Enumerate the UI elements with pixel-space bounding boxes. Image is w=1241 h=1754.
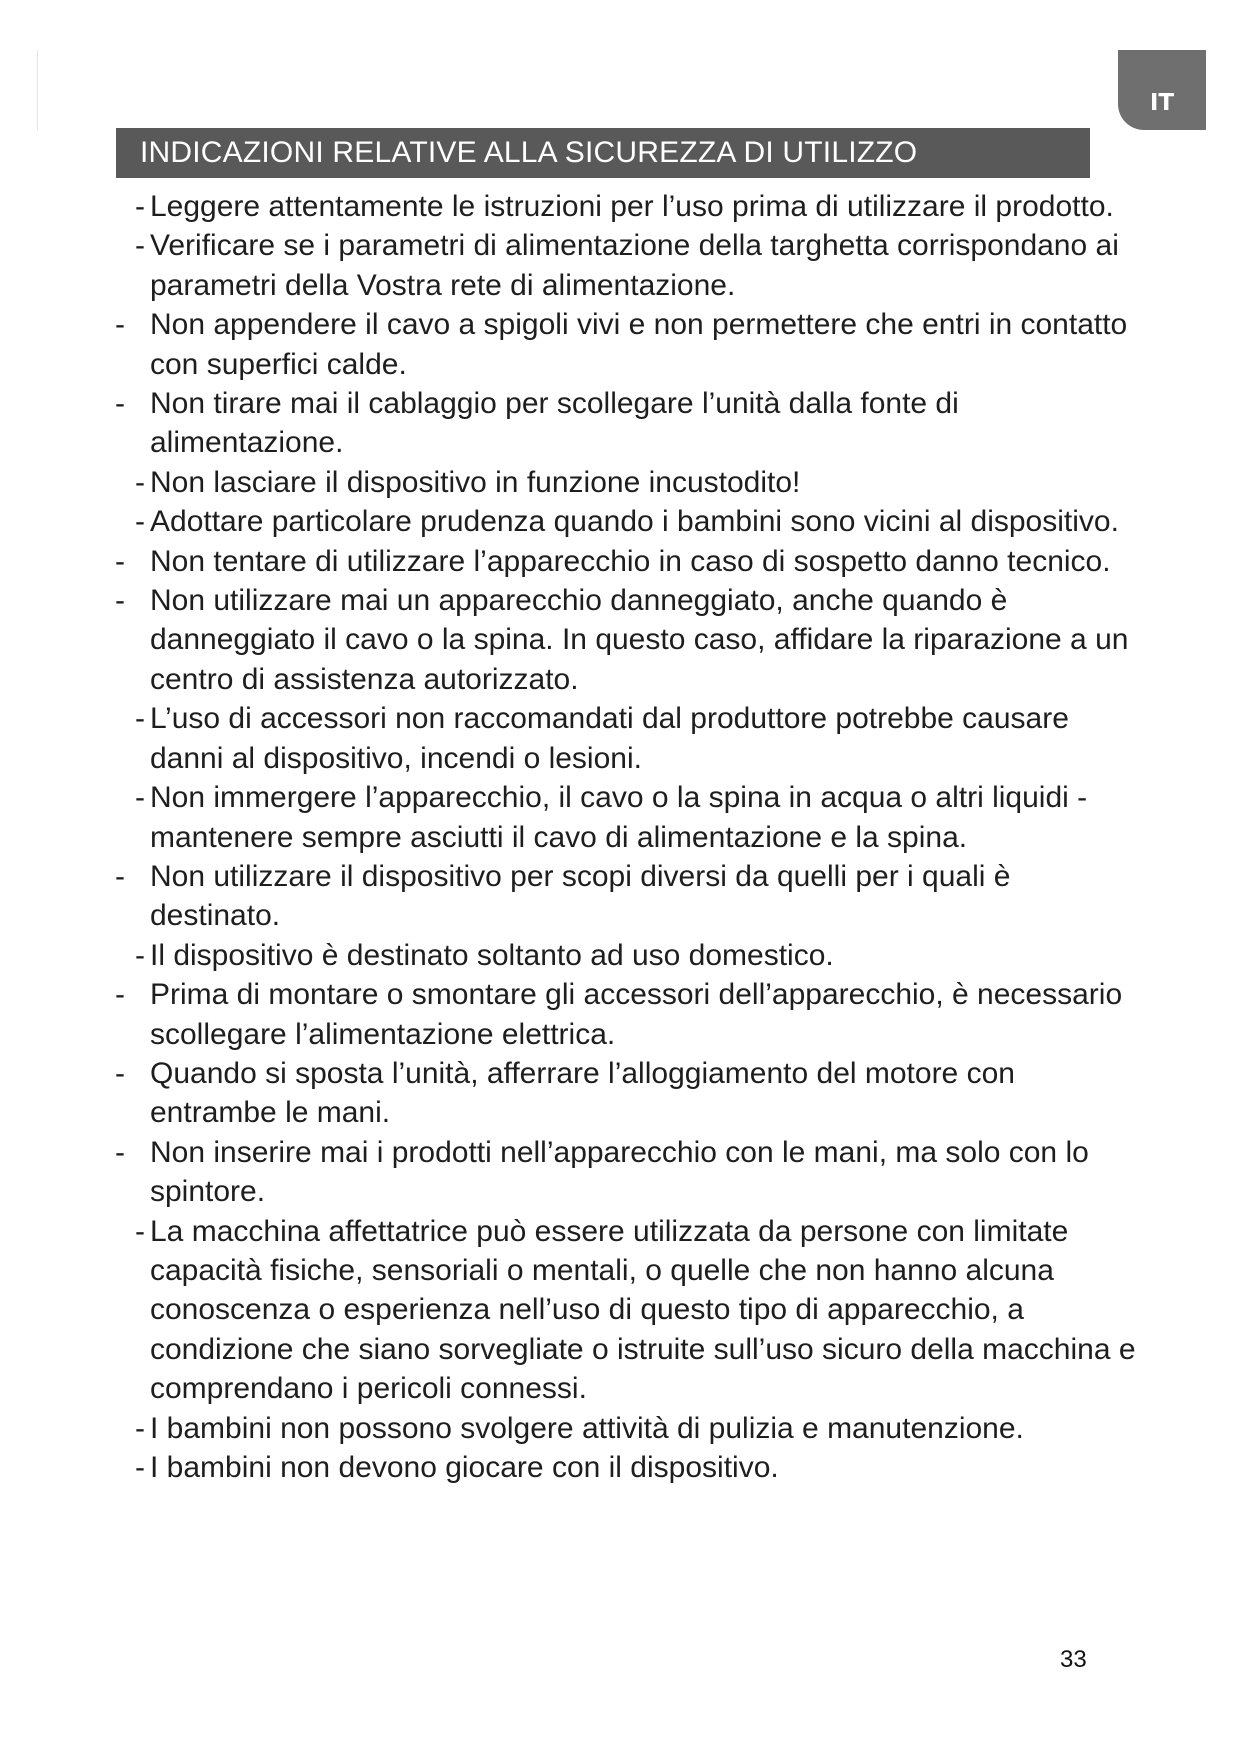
instruction-item <box>0 187 1140 226</box>
instruction-text: Non lasciare il dispositivo in funzione incustodito! <box>150 465 801 499</box>
instruction-item <box>0 502 1140 541</box>
safety-instructions-list <box>0 187 1241 1487</box>
bullet-dash: - <box>135 505 145 539</box>
instruction-text: Non immergere l’apparecchio, il cavo o la spina in acqua o altri liquidi - mantenere sempre asciutti il cavo di alimentazione e la spina. <box>150 781 1088 854</box>
bullet-dash: - <box>135 1451 145 1484</box>
instruction-item <box>0 542 1140 581</box>
instruction-text: Verificare se i parametri di alimentazione della targhetta corrispondano ai parametri della Vostra rete di alimentazione. <box>150 229 1119 302</box>
instruction-item <box>0 1448 1140 1487</box>
bullet-dash: - <box>135 781 145 815</box>
instruction-text: Non inserire mai i prodotti nell’apparecchio con le mani, ma solo con lo spintore. <box>150 1135 1089 1209</box>
bullet-dash: - <box>115 1135 125 1169</box>
instruction-item <box>0 226 1140 305</box>
instruction-item <box>0 936 1140 975</box>
bullet-dash: - <box>135 938 145 972</box>
instruction-item <box>0 778 1140 857</box>
instruction-text: Adottare particolare prudenza quando i bambini sono vicini al dispositivo. <box>150 505 1119 539</box>
language-tab: IT <box>1118 50 1206 130</box>
instruction-text: I bambini non possono svolgere attività di pulizia e manutenzione. <box>150 1411 1024 1445</box>
bullet-dash: - <box>115 978 125 1012</box>
bullet-dash: - <box>115 584 125 618</box>
bullet-dash: - <box>115 544 125 578</box>
bullet-dash: - <box>115 1056 125 1090</box>
instruction-text: I bambini non devono giocare con il dispositivo. <box>150 1451 779 1484</box>
instruction-item <box>0 305 1140 384</box>
instruction-text: Leggere attentamente le istruzioni per l’uso prima di utilizzare il prodotto. <box>150 190 1114 223</box>
instruction-text: Quando si sposta l’unità, afferrare l’alloggiamento del motore con entrambe le mani. <box>150 1056 1015 1130</box>
bullet-dash: - <box>135 229 145 263</box>
margin-mark <box>37 50 38 130</box>
instruction-item <box>0 1054 1140 1133</box>
instruction-item <box>0 1409 1140 1448</box>
instruction-text: Il dispositivo è destinato soltanto ad uso domestico. <box>150 938 834 972</box>
bullet-dash: - <box>135 1411 145 1445</box>
page-number: 33 <box>1060 1646 1087 1673</box>
section-title: INDICAZIONI RELATIVE ALLA SICUREZZA DI UTILIZZO <box>116 128 1090 178</box>
instruction-item <box>0 699 1140 778</box>
bullet-dash: - <box>135 702 145 736</box>
instruction-item <box>0 857 1140 936</box>
bullet-dash: - <box>115 859 125 893</box>
bullet-dash: - <box>135 190 145 223</box>
instruction-text: Prima di montare o smontare gli accessori dell’apparecchio, è necessario scollegare l’alimentazione elettrica. <box>150 978 1123 1051</box>
bullet-dash: - <box>135 1214 145 1248</box>
instruction-text: Non appendere il cavo a spigoli vivi e non permettere che entri in contatto con superfici calde. <box>150 308 1128 381</box>
instruction-text: Non tentare di utilizzare l’apparecchio in caso di sospetto danno tecnico. <box>150 544 1111 578</box>
bullet-dash: - <box>135 465 145 499</box>
instruction-text: L’uso di accessori non raccomandati dal produttore potrebbe causare danni al dispositivo, incendi o lesioni. <box>150 702 1069 775</box>
instruction-item <box>0 1212 1140 1409</box>
instruction-text: La macchina affettatrice può essere utilizzata da persone con limitate capacità fisiche, sensoriali o mentali, o quelle che non hanno alcuna conoscenza o esperienza nell’uso di questo tipo di apparecchio, a condizione che siano sorvegliate o istruite sull’uso sicuro della macchina e comprendano i pericoli connessi. <box>150 1214 1136 1406</box>
instruction-item <box>0 581 1140 699</box>
instruction-item <box>0 1133 1140 1212</box>
bullet-dash: - <box>115 387 125 421</box>
instruction-item <box>0 975 1140 1054</box>
instruction-item <box>0 384 1140 463</box>
instruction-item <box>0 463 1140 502</box>
bullet-dash: - <box>115 308 125 342</box>
instruction-text: Non utilizzare il dispositivo per scopi diversi da quelli per i quali è destinato. <box>150 859 1011 933</box>
instruction-text: Non tirare mai il cablaggio per scollegare l’unità dalla fonte di alimentazione. <box>150 387 959 460</box>
instruction-text: Non utilizzare mai un apparecchio danneggiato, anche quando è danneggiato il cavo o la spina. In questo caso, affidare la riparazione a un centro di assistenza autorizzato. <box>150 584 1129 696</box>
